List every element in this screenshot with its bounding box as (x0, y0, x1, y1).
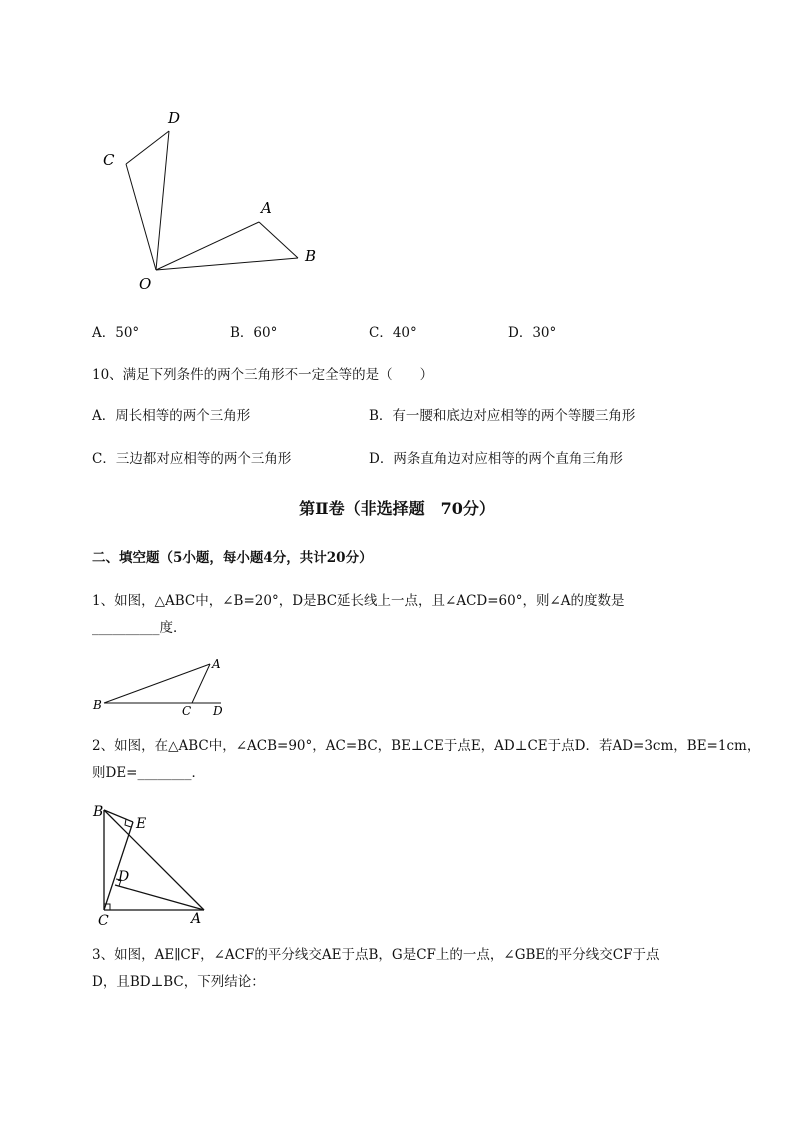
q2-label-D: D (118, 869, 130, 885)
q9-label-C: C (103, 151, 115, 169)
q1-label-A: A (212, 657, 221, 671)
q10-option-b: B．有一腰和底边对应相等的两个等腰三角形 (369, 408, 636, 424)
q2-stem-line1: 2、如图，在△ABC中，∠ACB=90°，AC=BC，BE⊥CE于点E，AD⊥CE于点D．若AD=3cm，BE=1cm， (92, 738, 761, 754)
section-title: 第Ⅱ卷（非选择题 70分） (299, 499, 495, 518)
q1-label-B: B (93, 698, 102, 712)
q9-label-B: B (305, 247, 317, 265)
q1-label-D: D (213, 704, 223, 718)
q10-stem: 10、满足下列条件的两个三角形不一定全等的是（ ） (92, 367, 434, 383)
q10-option-c: C．三边都对应相等的两个三角形 (92, 451, 292, 467)
q1-stem-line2: __________度． (92, 620, 187, 636)
q1-stem-line1: 1、如图，△ABC中，∠B=20°，D是BC延长线上一点，且∠ACD=60°，则∠A的度数是 (92, 593, 625, 609)
q2-label-E: E (136, 816, 147, 832)
q9-option-b: B．60° (230, 325, 278, 341)
q10-option-a: A．周长相等的两个三角形 (92, 408, 251, 424)
q2-figure (88, 800, 218, 928)
q2-label-B: B (93, 804, 104, 820)
q2-label-C: C (98, 913, 109, 928)
q3-stem-line2: D，且BD⊥BC，下列结论： (92, 974, 265, 990)
q9-option-c: C．40° (369, 325, 417, 341)
q2-label-A: A (191, 911, 202, 927)
q9-label-A: A (261, 199, 272, 217)
q9-option-a: A．50° (92, 325, 140, 341)
part2-heading: 二、填空题（5小题，每小题4分，共计20分） (92, 550, 373, 566)
q3-stem-line1: 3、如图，AE∥CF，∠ACF的平分线交AE于点B，G是CF上的一点，∠GBE的平分线交CF于点 (92, 947, 660, 963)
q1-figure (88, 652, 238, 720)
q1-label-C: C (182, 704, 192, 718)
q9-label-D: D (168, 109, 181, 127)
q10-option-d: D．两条直角边对应相等的两个直角三角形 (369, 451, 623, 467)
q9-label-O: O (139, 275, 152, 293)
q9-option-d: D．30° (508, 325, 557, 341)
q9-figure (95, 105, 335, 300)
q2-stem-line2: 则DE=________． (92, 765, 205, 781)
